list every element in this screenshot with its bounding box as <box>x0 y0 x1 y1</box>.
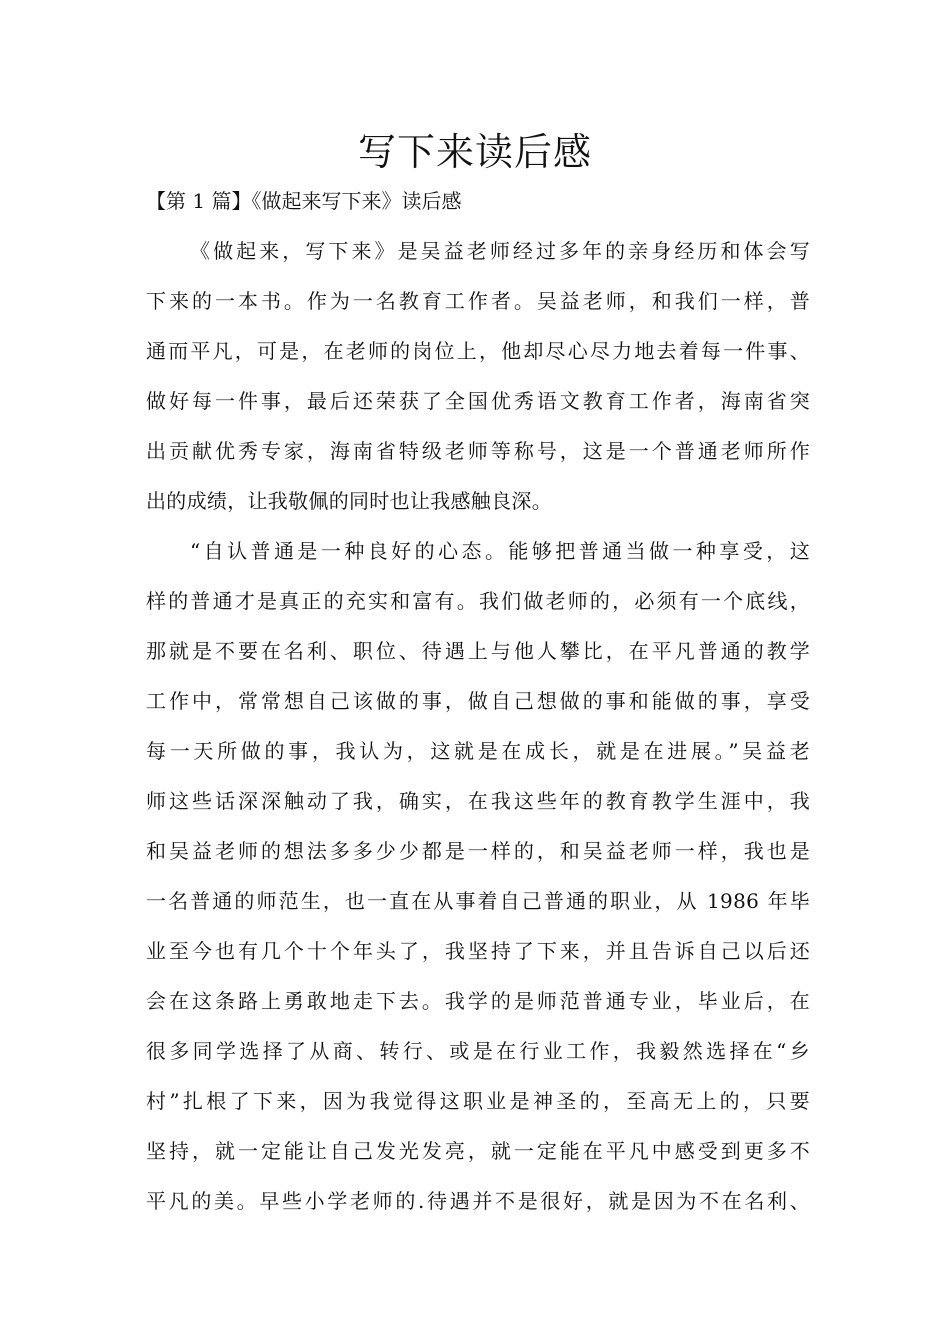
paragraph-1-line-5: 出贡献优秀专家，海南省特级老师等称号，这是一个普通老师所作 <box>146 439 810 463</box>
paragraph-1-line-2: 下来的一本书。作为一名教育工作者。吴益老师，和我们一样，普 <box>146 289 810 313</box>
paragraph-2-line-12: 村”扎根了下来，因为我觉得这职业是神圣的，至高无上的，只要 <box>146 1089 810 1113</box>
paragraph-2-line-9: 业至今也有几个十个年头了，我坚持了下来，并且告诉自己以后还 <box>146 939 810 963</box>
paragraph-1-line-3: 通而平凡，可是，在老师的岗位上，他却尽心尽力地去着每一件事、 <box>146 339 810 363</box>
paragraph-2-line-5: 每一天所做的事，我认为，这就是在成长，就是在进展。”吴益老 <box>146 739 810 763</box>
paragraph-1-line-6: 出的成绩，让我敬佩的同时也让我感触良深。 <box>146 489 552 513</box>
paragraph-2-line-2: 样的普通才是真正的充实和富有。我们做老师的，必须有一个底线， <box>146 589 810 613</box>
paragraph-2-line-13: 坚持，就一定能让自己发光发亮，就一定能在平凡中感受到更多不 <box>146 1139 810 1163</box>
paragraph-2-line-3: 那就是不要在名利、职位、待遇上与他人攀比，在平凡普通的教学 <box>146 639 810 663</box>
paragraph-2-line-14: 平凡的美。早些小学老师的.待遇并不是很好，就是因为不在名利、 <box>146 1189 810 1213</box>
section-heading: 【第 1 篇】《做起来写下来》读后感 <box>146 189 462 213</box>
paragraph-2-line-6: 师这些话深深触动了我，确实，在我这些年的教育教学生涯中，我 <box>146 789 810 813</box>
paragraph-2-line-8: 一名普通的师范生，也一直在从事着自己普通的职业，从 1986 年毕 <box>146 889 810 913</box>
paragraph-2-line-4: 工作中，常常想自己该做的事，做自己想做的事和能做的事，享受 <box>146 689 810 713</box>
paragraph-2-line-10: 会在这条路上勇敢地走下去。我学的是师范普通专业，毕业后，在 <box>146 989 810 1013</box>
paragraph-2-line-7: 和吴益老师的想法多多少少都是一样的，和吴益老师一样，我也是 <box>146 839 810 863</box>
paragraph-2-line-1: “自认普通是一种良好的心态。能够把普通当做一种享受，这 <box>190 539 810 563</box>
paragraph-2-line-11: 很多同学选择了从商、转行、或是在行业工作，我毅然选择在“乡 <box>146 1039 810 1063</box>
document-title: 写下来读后感 <box>357 130 592 174</box>
paragraph-1-line-4: 做好每一件事，最后还荣获了全国优秀语文教育工作者，海南省突 <box>146 389 810 413</box>
paragraph-1-line-1: 《做起来，写下来》是吴益老师经过多年的亲身经历和体会写 <box>190 239 810 263</box>
